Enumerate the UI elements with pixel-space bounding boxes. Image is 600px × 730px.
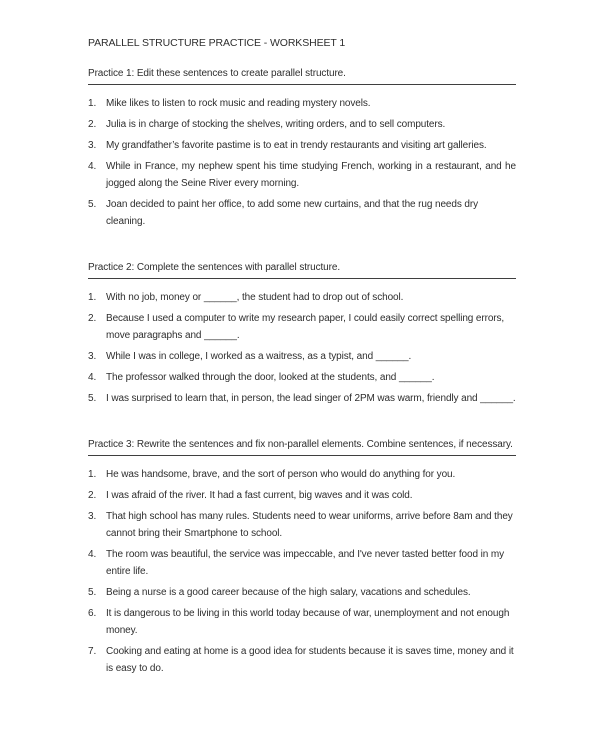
item-number: 5. bbox=[88, 393, 97, 404]
list-item bbox=[88, 466, 516, 483]
list-item bbox=[88, 289, 516, 306]
item-text: That high school has many rules. Students need to wear uniforms, arrive before 8am and they cannot bring their Smartphone to school. bbox=[106, 511, 513, 539]
section-practice-1-header: Practice 1: Edit these sentences to create parallel structure. bbox=[88, 66, 516, 85]
list-item bbox=[88, 546, 516, 580]
list-item bbox=[88, 116, 516, 133]
item-number: 2. bbox=[88, 490, 97, 501]
item-number: 5. bbox=[88, 199, 97, 210]
item-text: Being a nurse is a good career because of the high salary, vacations and schedules. bbox=[106, 587, 471, 598]
item-number: 3. bbox=[88, 511, 97, 522]
item-text: I was surprised to learn that, in person, the lead singer of 2PM was warm, friendly and ______. bbox=[106, 393, 516, 404]
section-practice-2-header: Practice 2: Complete the sentences with parallel structure. bbox=[88, 260, 516, 279]
item-number: 1. bbox=[88, 98, 97, 109]
list-item bbox=[88, 369, 516, 386]
item-text: My grandfather’s favorite pastime is to eat in trendy restaurants and visiting art galleries. bbox=[106, 140, 487, 151]
item-text: Cooking and eating at home is a good idea for students because it is saves time, money and it is easy to do. bbox=[106, 646, 514, 674]
list-item bbox=[88, 348, 516, 365]
list-item bbox=[88, 605, 516, 639]
item-number: 1. bbox=[88, 292, 97, 303]
item-number: 3. bbox=[88, 351, 97, 362]
item-text: I was afraid of the river. It had a fast current, big waves and it was cold. bbox=[106, 490, 413, 501]
item-text: With no job, money or ______, the student had to drop out of school. bbox=[106, 292, 404, 303]
item-number: 4. bbox=[88, 549, 97, 560]
item-text: Mike likes to listen to rock music and reading mystery novels. bbox=[106, 98, 371, 109]
item-number: 3. bbox=[88, 140, 97, 151]
item-number: 2. bbox=[88, 313, 97, 324]
list-item bbox=[88, 584, 516, 601]
item-text: The professor walked through the door, looked at the students, and ______. bbox=[106, 372, 435, 383]
item-number: 4. bbox=[88, 161, 97, 172]
list-item bbox=[88, 196, 516, 230]
section-practice-3-header: Practice 3: Rewrite the sentences and fix non-parallel elements. Combine sentences, if necessary. bbox=[88, 437, 516, 456]
worksheet-title: PARALLEL STRUCTURE PRACTICE - WORKSHEET 1 bbox=[88, 37, 346, 49]
section-practice-1-items bbox=[88, 95, 516, 230]
list-item bbox=[88, 643, 516, 677]
section-practice-2-items bbox=[88, 289, 516, 407]
item-number: 6. bbox=[88, 608, 97, 619]
list-item bbox=[88, 508, 516, 542]
item-text: Because I used a computer to write my research paper, I could easily correct spelling errors, move paragraphs and ______. bbox=[106, 313, 505, 341]
item-text: While I was in college, I worked as a waitress, as a typist, and ______. bbox=[106, 351, 412, 362]
item-text: Joan decided to paint her office, to add some new curtains, and that the rug needs dry cleaning. bbox=[106, 199, 479, 227]
item-text: It is dangerous to be living in this world today because of war, unemployment and not enough money. bbox=[106, 608, 510, 636]
section-practice-1 bbox=[88, 66, 516, 230]
list-item bbox=[88, 487, 516, 504]
item-number: 7. bbox=[88, 646, 97, 657]
section-practice-2 bbox=[88, 260, 516, 407]
list-item bbox=[88, 95, 516, 112]
item-text: While in France, my nephew spent his time studying French, working in a restaurant, and he jogged along the Seine River every morning. bbox=[106, 161, 516, 189]
list-item bbox=[88, 137, 516, 154]
list-item bbox=[88, 158, 516, 192]
section-practice-3-items bbox=[88, 466, 516, 677]
item-number: 5. bbox=[88, 587, 97, 598]
item-number: 4. bbox=[88, 372, 97, 383]
item-number: 2. bbox=[88, 119, 97, 130]
section-practice-3 bbox=[88, 437, 516, 677]
list-item bbox=[88, 390, 516, 407]
list-item bbox=[88, 310, 516, 344]
item-text: Julia is in charge of stocking the shelves, writing orders, and to sell computers. bbox=[106, 119, 446, 130]
item-number: 1. bbox=[88, 469, 97, 480]
item-text: He was handsome, brave, and the sort of person who would do anything for you. bbox=[106, 469, 456, 480]
item-text: The room was beautiful, the service was impeccable, and I've never tasted better food in my entire life. bbox=[106, 549, 505, 577]
